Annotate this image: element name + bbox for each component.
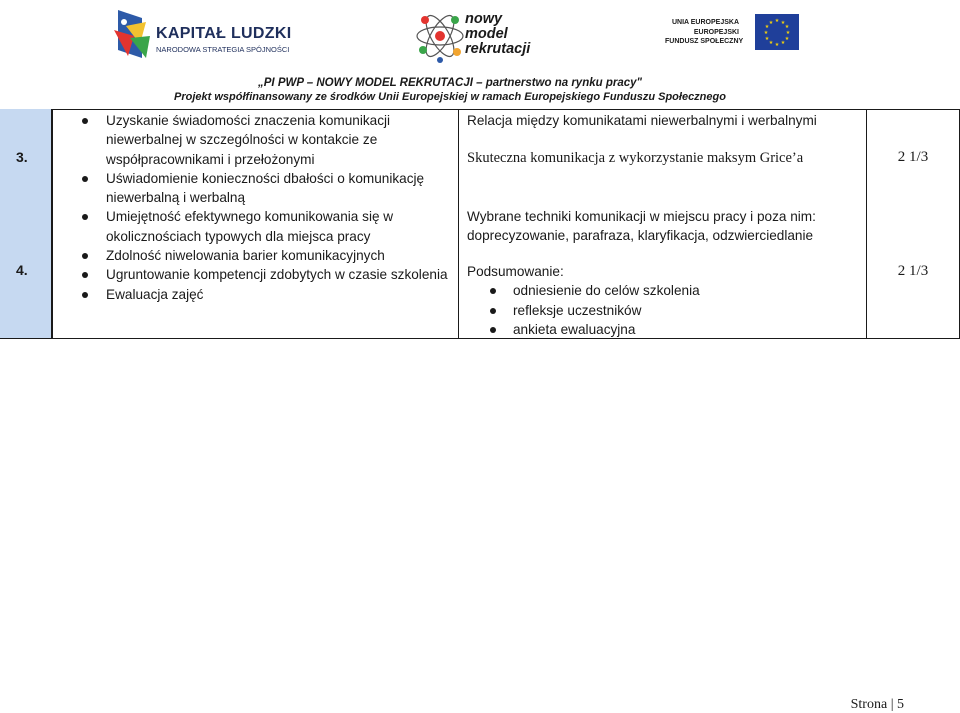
svg-text:★: ★ xyxy=(784,36,790,42)
objective-item: Zdolność niwelowania barier komunikacyjnych xyxy=(82,246,452,265)
svg-text:★: ★ xyxy=(780,40,786,46)
nmr-word-2: model xyxy=(465,26,508,42)
page-footer xyxy=(851,697,904,713)
svg-text:★: ★ xyxy=(780,20,786,26)
objectives-cell xyxy=(82,111,452,304)
svg-text:★: ★ xyxy=(785,30,791,36)
project-title: „PI PWP – NOWY MODEL REKRUTACJI – partnerstwo na rynku pracy" xyxy=(258,77,642,89)
objective-item: Uświadomienie konieczności dbałości o komunikację niewerbalną i werbalną xyxy=(82,169,452,208)
ue-line-3: FUNDUSZ SPOŁECZNY xyxy=(665,38,744,45)
hours-row4: 2 1/3 xyxy=(897,263,929,279)
objective-item: Ugruntowanie kompetencji zdobytych w czasie szkolenia xyxy=(82,265,452,284)
summary-block xyxy=(467,262,700,339)
ue-line-1: UNIA EUROPEJSKA xyxy=(671,19,739,26)
content-row4-line1: Wybrane techniki komunikacji w miejscu pracy i poza nim: xyxy=(467,209,816,224)
project-subtitle: Projekt współfinansowany ze środków Unii Europejskiej w ramach Europejskiego Funduszu Społecznego xyxy=(174,91,726,103)
program-table xyxy=(0,109,960,339)
nowy-model-rekrutacji-logo xyxy=(415,6,540,64)
page-number: 5 xyxy=(897,697,904,712)
svg-text:★: ★ xyxy=(784,24,790,30)
hours-row3: 2 1/3 xyxy=(897,149,929,165)
kapital-ludzki-title: KAPITAŁ LUDZKI xyxy=(156,25,292,42)
table-top-border xyxy=(52,109,960,110)
nmr-word-3: rekrutacji xyxy=(465,41,531,57)
content-row3-line2: Skuteczna komunikacja z wykorzystanie maksym Grice’a xyxy=(467,150,804,166)
page-separator: | xyxy=(890,697,897,712)
page-header xyxy=(0,0,960,70)
summary-list xyxy=(467,281,700,339)
svg-text:★: ★ xyxy=(774,18,780,24)
atom-people-icon xyxy=(415,6,467,64)
objective-item: Uzyskanie świadomości znaczenia komunikacji niewerbalnej w szczególności w kontakcie ze współpracownikami i przełożonymi xyxy=(82,111,452,169)
column-divider-3 xyxy=(866,109,867,339)
summary-label: Podsumowanie: xyxy=(467,264,564,279)
content-row3-line1: Relacja między komunikatami niewerbalnymi i werbalnymi xyxy=(467,113,817,128)
unia-europejska-logo xyxy=(665,14,805,54)
nowy-model-rekrutacji-text xyxy=(465,12,530,57)
svg-text:★: ★ xyxy=(768,40,774,46)
svg-text:★: ★ xyxy=(764,36,770,42)
column-divider-1 xyxy=(52,109,53,339)
svg-text:★: ★ xyxy=(764,24,770,30)
kapital-ludzki-emblem-icon xyxy=(112,8,152,64)
column-divider-2 xyxy=(458,109,459,339)
ue-text xyxy=(665,18,744,47)
page-label: Strona xyxy=(850,697,888,712)
summary-item: ankieta ewaluacyjna xyxy=(467,320,700,339)
ue-line-2: EUROPEJSKI xyxy=(693,28,739,36)
summary-item: refleksje uczestników xyxy=(467,301,700,320)
objectives-list xyxy=(82,111,452,304)
content-row4-line2: doprecyzowanie, parafraza, klaryfikacja, odzwierciedlanie xyxy=(467,228,814,243)
summary-item: odniesienie do celów szkolenia xyxy=(467,281,700,300)
eu-flag-icon xyxy=(755,14,799,50)
row-number-3: 3. xyxy=(16,149,28,165)
kapital-ludzki-subtitle: NARODOWA STRATEGIA SPÓJNOŚCI xyxy=(156,45,290,54)
objective-item: Ewaluacja zajęć xyxy=(82,285,452,304)
kapital-ludzki-logo xyxy=(112,8,302,64)
svg-text:★: ★ xyxy=(774,42,780,48)
nmr-word-1: nowy xyxy=(465,11,503,27)
svg-text:★: ★ xyxy=(763,30,769,36)
objective-item: Umiejętność efektywnego komunikowania się w okolicznościach typowych dla miejsca pracy xyxy=(82,207,452,246)
svg-text:★: ★ xyxy=(768,20,774,26)
number-column xyxy=(0,109,52,339)
project-banner xyxy=(160,76,740,104)
row-number-4: 4. xyxy=(16,262,28,278)
